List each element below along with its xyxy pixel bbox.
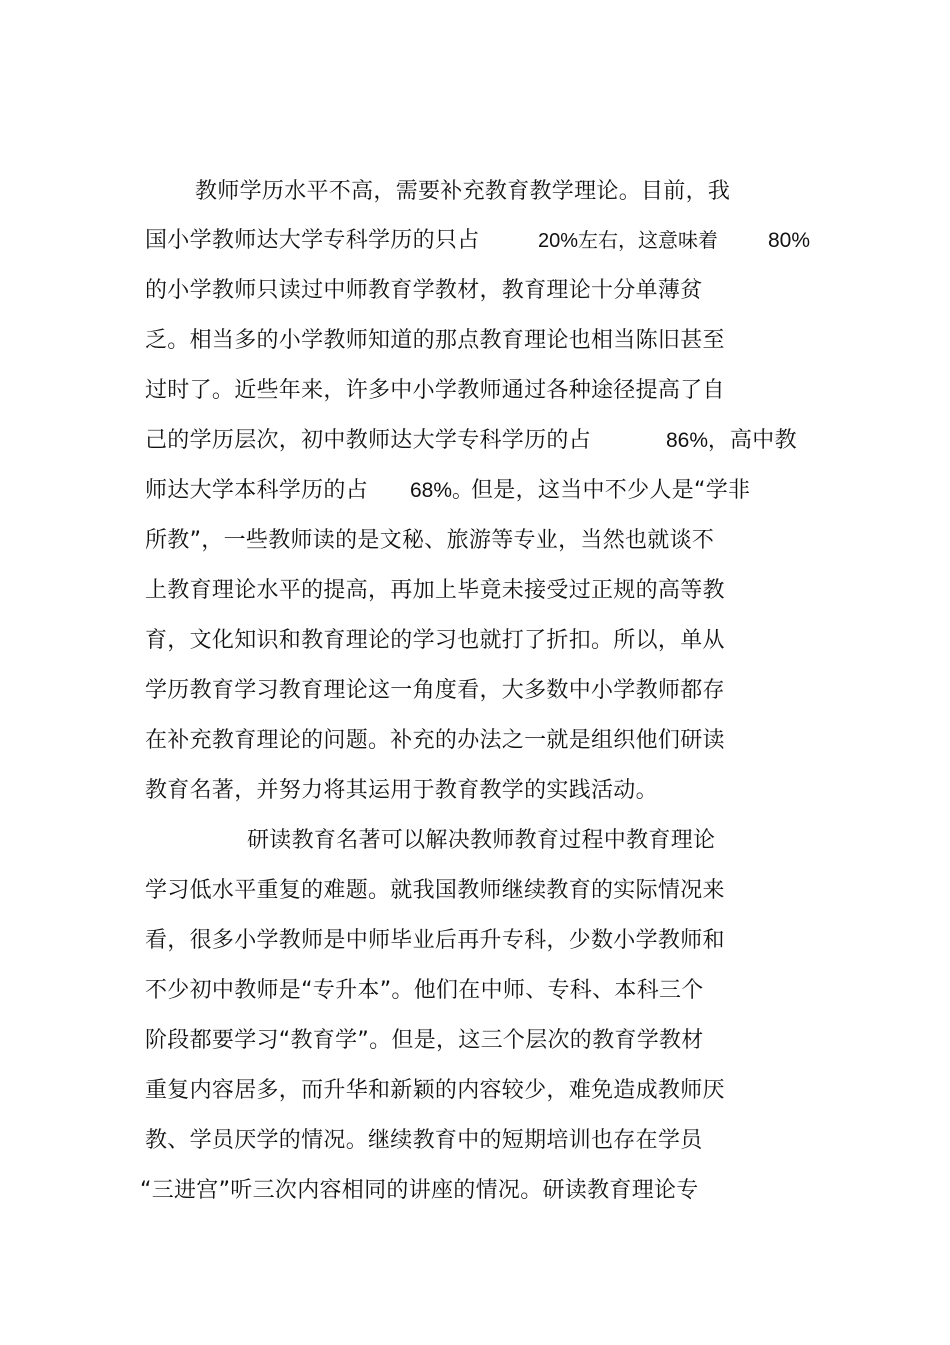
paragraph-line: 不少初中教师是“专升本”。他们在中师、专科、本科三个 (145, 978, 704, 1003)
paragraph-line: 教、学员厌学的情况。继续教育中的短期培训也存在学员 (145, 1128, 703, 1153)
percentage-value: 86%， (666, 429, 730, 452)
paragraph-line: 己的学历层次，初中教师达大学专科学历的占 (145, 428, 592, 453)
paragraph-line: 过时了。近些年来，许多中小学教师通过各种途径提高了自 (145, 378, 725, 403)
paragraph-line-segment: 高中教 (730, 428, 797, 453)
paragraph-line: 在补充教育理论的问题。补充的办法之一就是组织他们研读 (145, 728, 725, 753)
paragraph-line: 教师学历水平不高，需要补充教育教学理论。目前，我 (195, 179, 731, 204)
paragraph-line: 重复内容居多，而升华和新颖的内容较少，难免造成教师厌 (145, 1078, 725, 1103)
paragraph-line: 学历教育学习教育理论这一角度看，大多数中小学教师都存 (145, 678, 725, 703)
paragraph-line: 研读教育名著可以解决教师教育过程中教育理论 (247, 828, 716, 853)
paragraph-line: 的小学教师只读过中师教育学教材，教育理论十分单薄贫 (145, 278, 703, 303)
paragraph-line: 上教育理论水平的提高，再加上毕竟未接受过正规的高等教 (145, 578, 725, 603)
paragraph-line: 国小学教师达大学专科学历的只占 (145, 228, 480, 253)
paragraph-line: “三进宫”听三次内容相同的讲座的情况。研读教育理论专 (140, 1178, 699, 1203)
paragraph-line: 教育名著，并努力将其运用于教育教学的实践活动。 (145, 778, 658, 803)
paragraph-line: 育，文化知识和教育理论的学习也就打了折扣。所以，单从 (145, 628, 725, 653)
paragraph-line: 所教”，一些教师读的是文秘、旅游等专业，当然也就谈不 (145, 528, 715, 553)
paragraph-line: 学习低水平重复的难题。就我国教师继续教育的实际情况来 (145, 878, 725, 903)
paragraph-line-segment: 20%左右，这意味着 (538, 230, 719, 252)
percentage-value: 80% (768, 229, 811, 252)
percentage-value: 68%。 (410, 479, 474, 502)
paragraph-line: 阶段都要学习“教育学”。但是，这三个层次的教育学教材 (145, 1028, 704, 1053)
paragraph-line: 看，很多小学教师是中师毕业后再升专科，少数小学教师和 (145, 928, 725, 953)
paragraph-line: 乏。相当多的小学教师知道的那点教育理论也相当陈旧甚至 (145, 328, 725, 353)
paragraph-line: 师达大学本科学历的占 (145, 478, 369, 503)
paragraph-line-segment: 但是，这当中不少人是“学非 (471, 478, 751, 503)
